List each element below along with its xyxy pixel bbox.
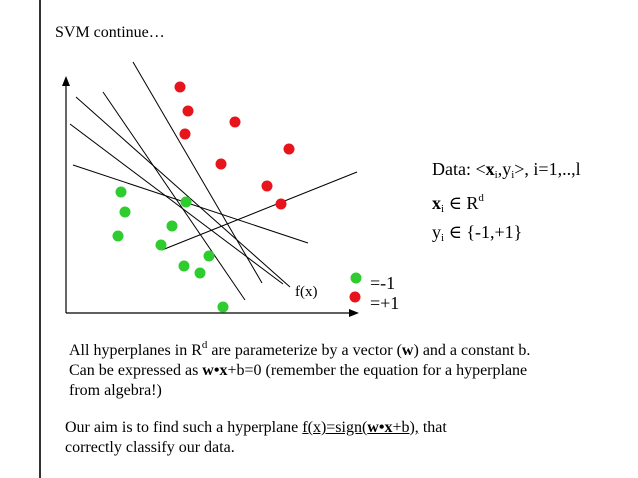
green-point: [156, 240, 167, 251]
green-point: [181, 197, 192, 208]
red-point: [216, 159, 227, 170]
red-point: [284, 144, 295, 155]
green-point: [218, 302, 229, 313]
green-point: [204, 251, 215, 262]
red-point: [180, 129, 191, 140]
data-line-1: Data: $<x_i,y_i>$, i=1,..,l: [432, 159, 581, 181]
hyperplane-line: [76, 97, 290, 287]
data-line-3: $y_i$ ∈ {-1,+1}: [432, 222, 523, 244]
legend-green-dot: [351, 273, 362, 284]
hyperplane-paragraph: All hyperplanes in $R^d$ are parameterize by a vector (w) and a constant b. Can be expressed as w•x+b=0 (remember the equation for a hyperplane from algebra!): [69, 339, 531, 399]
fx-label: f(x): [295, 284, 318, 300]
data-definition: [432, 158, 581, 250]
data-line-2: $x_i$ ∈ $R^d$: [432, 192, 484, 215]
hyperplane-line: [162, 172, 357, 250]
green-point: [195, 268, 206, 279]
y-axis-arrow: [62, 76, 70, 86]
green-point: [113, 231, 124, 242]
red-point: [183, 106, 194, 117]
legend-minus-one: =-1: [370, 273, 396, 293]
green-point: [116, 187, 127, 198]
slide-title: SVM continue…: [55, 24, 165, 41]
red-point: [175, 82, 186, 93]
green-point: [120, 207, 131, 218]
red-point: [276, 199, 287, 210]
x-axis-arrow: [349, 309, 359, 317]
negative-class-points: [175, 82, 295, 210]
aim-paragraph: Our aim is to find such a hyperplane f(x)=sign(w•x+b), that correctly classify our data.: [65, 419, 447, 456]
green-point: [179, 261, 190, 272]
hyperplane-line: [70, 124, 283, 284]
legend-red-dot: [350, 292, 361, 303]
green-point: [167, 221, 178, 232]
red-point: [262, 181, 273, 192]
red-point: [230, 117, 241, 128]
hyperplane-line: [133, 62, 262, 283]
legend-plus-one: =+1: [370, 293, 400, 313]
